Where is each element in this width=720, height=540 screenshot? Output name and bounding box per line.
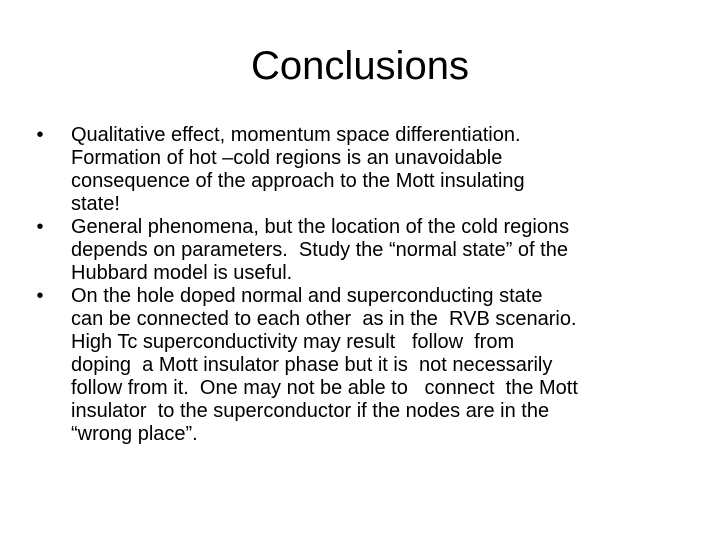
bullet-text-line: Qualitative effect, momentum space differentiation. <box>71 124 521 146</box>
bullet-item <box>30 216 690 285</box>
bullet-item <box>30 285 690 446</box>
bullet-item <box>30 124 690 216</box>
bullet-dot-icon: • <box>36 124 44 146</box>
bullet-text-line: doping a Mott insulator phase but it is not necessarily <box>71 354 553 376</box>
slide-title: Conclusions <box>251 44 469 88</box>
bullet-list <box>30 124 690 446</box>
bullet-text-line: Formation of hot –cold regions is an unavoidable <box>71 147 503 169</box>
bullet-text-line: General phenomena, but the location of the cold regions <box>71 216 570 238</box>
bullet-dot-icon: • <box>36 216 44 238</box>
bullet-dot-icon: • <box>36 285 44 307</box>
bullet-text-line: can be connected to each other as in the RVB scenario. <box>71 308 577 330</box>
bullet-text-line: state! <box>71 193 120 215</box>
bullet-text-line: follow from it. One may not be able to connect the Mott <box>71 377 578 399</box>
bullet-text-line: “wrong place”. <box>71 423 198 445</box>
bullet-text-line: Hubbard model is useful. <box>71 262 293 284</box>
bullet-text-line: depends on parameters. Study the “normal state” of the <box>71 239 568 261</box>
bullet-text-line: High Tc superconductivity may result follow from <box>71 331 515 353</box>
bullet-text-line: On the hole doped normal and superconducting state <box>71 285 543 307</box>
bullet-text-line: consequence of the approach to the Mott insulating <box>71 170 525 192</box>
bullet-text-line: insulator to the superconductor if the nodes are in the <box>71 400 550 422</box>
